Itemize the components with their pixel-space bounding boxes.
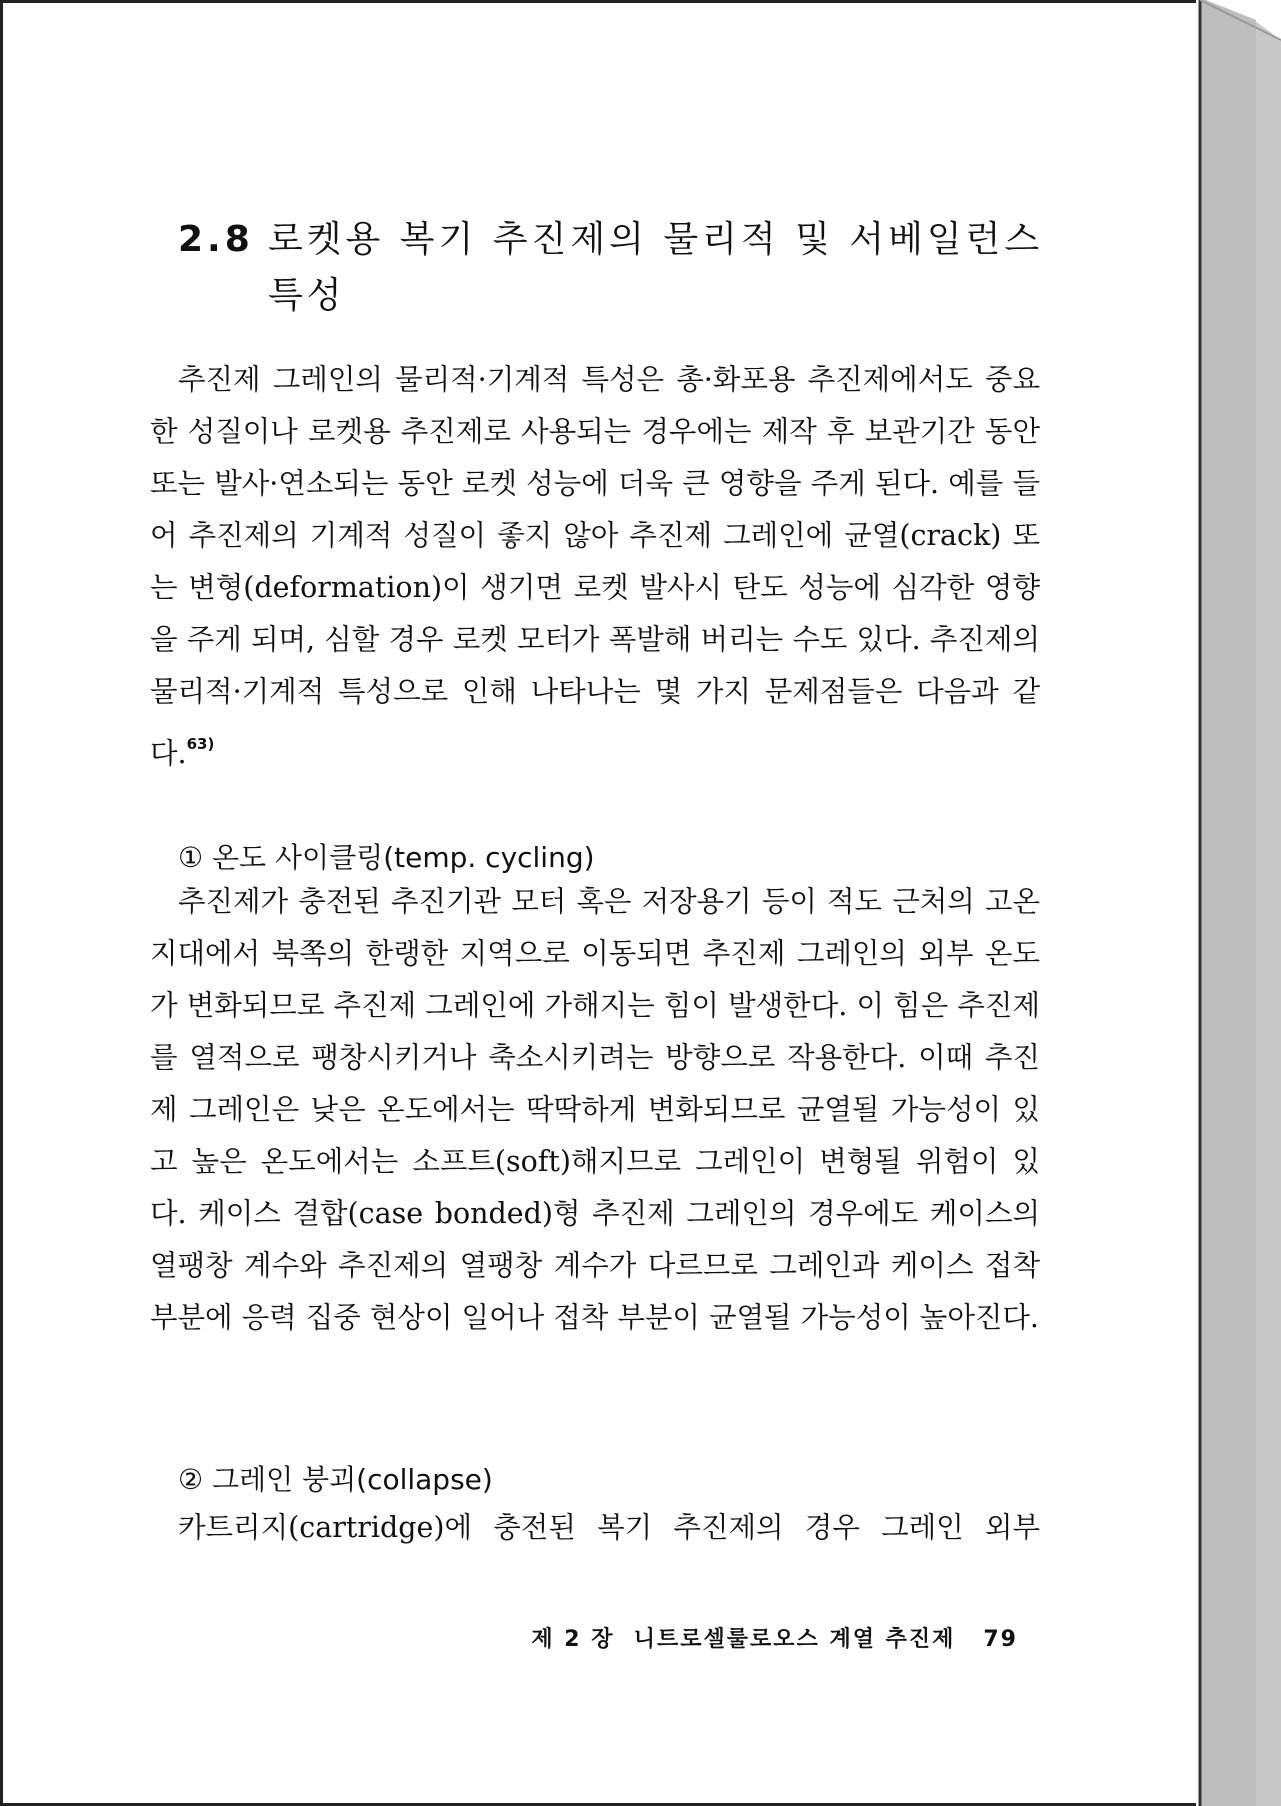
section-heading [178, 212, 1078, 324]
section-title-line1: 로켓용 복기 추진제의 물리적 및 서베일런스 [268, 219, 1044, 260]
footnote-ref: 63) [186, 735, 215, 753]
section-number: 2.8 [178, 219, 254, 260]
page-footer [531, 1622, 1018, 1653]
item-1-text: 추진제가 충전된 추진기관 모터 혹은 저장용기 등이 적도 근처의 고온지대에서 북쪽의 한랭한 지역으로 이동되면 추진제 그레인의 외부 온도가 변화되므로 추진제 그레인에 가해지는 힘이 발생한다. 이 힘은 추진제를 열적으로 팽창시키거나 축소시키려는 방향으로 작용한다. 이때 추진제 그레인은 낮은 온도에서는 딱딱하게 변화되므로 균열될 가능성이 있고 높은 온도에서는 소프트(soft)해지므로 그레인이 변형될 위험이 있다. 케이스 결합(case bonded)형 추진제 그레인의 경우에도 케이스의 열팽창 계수와 추진제의 열팽창 계수가 다르므로 그레인과 케이스 접착 부분에 응력 집중 현상이 일어나 접착 부분이 균열될 가능성이 높아진다. [150, 885, 1040, 1334]
item-2-block [150, 1502, 1040, 1554]
page-number: 79 [983, 1627, 1018, 1652]
item-2-heading: ② 그레인 붕괴(collapse) [178, 1463, 493, 1496]
item-2-text: 카트리지(cartridge)에 충전된 복기 추진제의 경우 그레인 외부 [178, 1511, 1040, 1544]
intro-paragraph [150, 354, 1040, 780]
book-edge [1196, 0, 1281, 1806]
section-title-line2: 특성 [268, 275, 346, 316]
item-2-paragraph [150, 1502, 1040, 1554]
chapter-title: 제 2 장 니트로셀룰로오스 계열 추진제 [531, 1627, 956, 1652]
item-1-paragraph [150, 876, 1040, 1344]
intro-text: 추진제 그레인의 물리적·기계적 특성은 총·화포용 추진제에서도 중요한 성질이나 로켓용 추진제로 사용되는 경우에는 제작 후 보관기간 동안 또는 발사·연소되는 동안 로켓 성능에 더욱 큰 영향을 주게 된다. 예를 들어 추진제의 기계적 성질이 좋지 않아 추진제 그레인에 균열(crack) 또는 변형(deformation)이 생기면 로켓 발사시 탄도 성능에 심각한 영향을 주게 되며, 심할 경우 로켓 모터가 폭발해 버리는 수도 있다. 추진제의 물리적·기계적 특성으로 인해 나타나는 몇 가지 문제점들은 다음과 같다. [150, 363, 1040, 770]
item-1-block [150, 876, 1040, 1344]
item-1-heading: ① 온도 사이클링(temp. cycling) [178, 841, 595, 874]
intro-paragraph-block [150, 354, 1040, 780]
